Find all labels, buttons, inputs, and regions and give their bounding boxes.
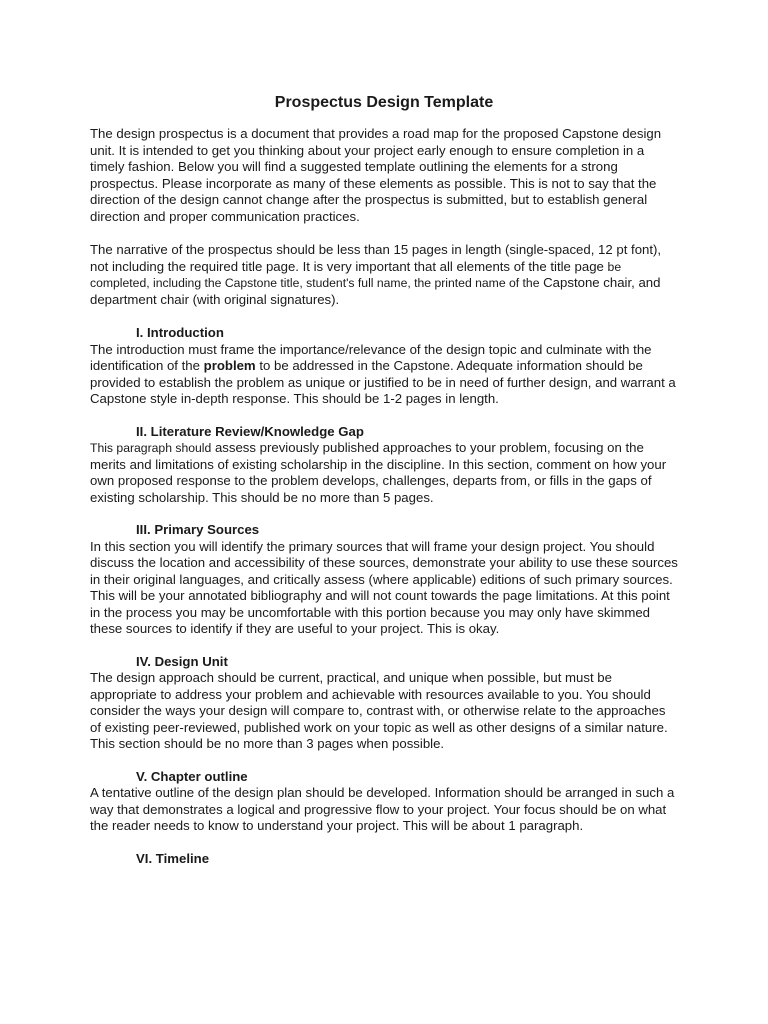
section-design-unit	[90, 654, 678, 753]
section-body-literature-review	[90, 440, 678, 506]
section-heading-timeline: VI. Timeline	[136, 850, 210, 866]
narrative-text-part2: be completed, including the Capstone title, student's full name, the printed name of the	[90, 259, 622, 290]
section-heading-primary-sources: III. Primary Sources	[136, 522, 260, 537]
literature-review-lead: This paragraph should	[90, 441, 212, 455]
section-primary-sources	[90, 522, 678, 638]
section-body-introduction	[90, 342, 678, 408]
section-body-design-unit: The design approach should be current, practical, and unique when possible, but must be appropriate to address your problem and achievable with resources available to you. You should consider the ways your design will compare to, contrast with, or otherwise relate to the approaches of existing peer-reviewed, published work on your topic as well as other designs of a similar nature. This section should be no more than 3 pages when possible.	[90, 670, 668, 751]
narrative-paragraph	[90, 242, 678, 308]
section-literature-review	[90, 424, 678, 507]
section-introduction	[90, 325, 678, 408]
introduction-text-before: The introduction must frame the importance/relevance of the design topic and culminate with the identification of the	[90, 341, 652, 373]
document-page	[90, 92, 678, 883]
narrative-text-part1: The narrative of the prospectus should be less than 15 pages in length (single-spaced, 12 pt font), not including the required title page. It is very important that all elements of the title page	[90, 242, 662, 274]
section-body-chapter-outline: A tentative outline of the design plan should be developed. Information should be arranged in such a way that demonstrates a logical and progressive flow to your project. Your focus should be on what the reader needs to know to understand your project. This will be about 1 paragraph.	[90, 785, 675, 833]
introduction-bold-problem: problem	[203, 358, 256, 373]
intro-paragraph: The design prospectus is a document that provides a road map for the proposed Capstone design unit. It is intended to get you thinking about your project early enough to ensure completion in a timely fashion. Below you will find a suggested template outlining the elements for a strong prospectus. Please incorporate as many of these elements as possible. This is not to say that the direction of the design cannot change after the prospectus is submitted, but to establish general direction and proper communication practices.	[90, 126, 662, 224]
introduction-text-after: to be addressed in the Capstone. Adequate information should be provided to establish the problem as unique or justified to be in need of further design, and warrant a Capstone style in-depth response. This should be 1-2 pages in length.	[90, 358, 676, 406]
section-body-primary-sources: In this section you will identify the primary sources that will frame your design project. You should discuss the location and accessibility of these sources, demonstrate your ability to use these sources in their original languages, and critically assess (where applicable) editions of such primary sources. This will be your annotated bibliography and will not count towards the page limitations. At this point in the process you may be uncomfortable with this portion because you may only have skimmed these sources to identify if they are useful to your project. This is okay.	[90, 538, 678, 636]
narrative-text-part3: Capstone chair, and department chair (with original signatures).	[90, 275, 661, 307]
section-timeline	[90, 851, 678, 868]
section-heading-chapter-outline: V. Chapter outline	[136, 768, 248, 784]
section-chapter-outline	[90, 769, 678, 835]
section-heading-literature-review: II. Literature Review/Knowledge Gap	[136, 423, 364, 439]
section-heading-introduction: I. Introduction	[136, 325, 224, 340]
literature-review-text: assess previously published approaches to your problem, focusing on the merits and limitations of existing scholarship in the discipline. In this section, comment on how your own proposed response to the problem develops, challenges, departs from, or fills in the gaps of existing scholarship. This should be no more than 5 pages.	[90, 440, 667, 505]
section-heading-design-unit: IV. Design Unit	[136, 653, 228, 669]
document-title: Prospectus Design Template	[274, 94, 494, 111]
